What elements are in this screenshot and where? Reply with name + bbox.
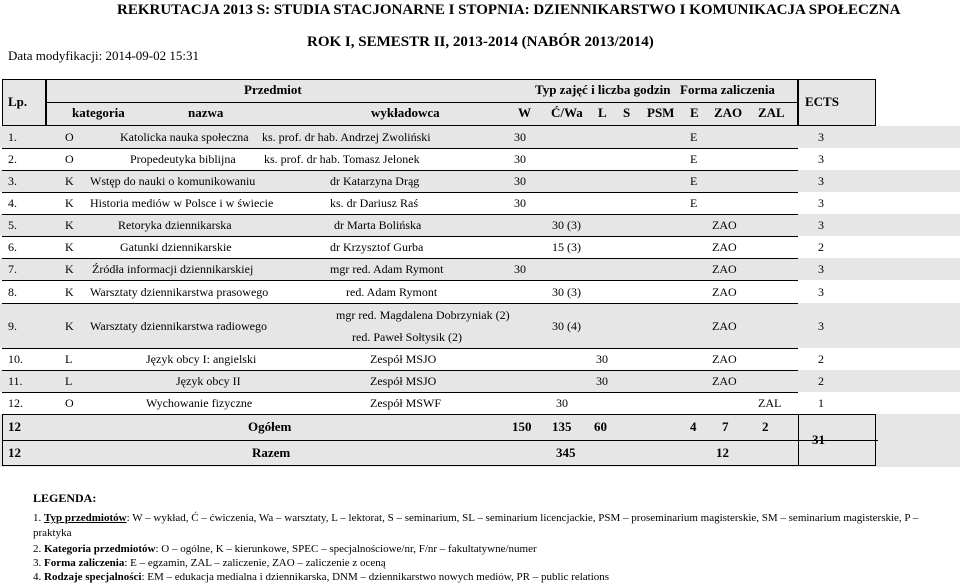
- row-6-hours: 15 (3): [552, 240, 581, 254]
- s-header: S: [623, 105, 631, 120]
- typ-zajec-header: Typ zajęć i liczba godzin: [535, 82, 671, 97]
- row-10-nazwa: Język obcy I: angielski: [146, 352, 257, 366]
- row-12-nazwa: Wychowanie fizyczne: [146, 396, 253, 410]
- row-3-forma: E: [690, 174, 698, 188]
- row-4-hours: 30: [514, 196, 526, 210]
- row-4-nazwa: Historia mediów w Polsce i w świecie: [90, 196, 274, 210]
- psm-header: PSM: [647, 105, 675, 120]
- row-11-ects: 2: [818, 374, 824, 388]
- row-6-nazwa: Gatunki dziennikarskie: [120, 240, 232, 254]
- row-6-kategoria: K: [65, 240, 74, 254]
- row-6-lp: 6.: [8, 240, 17, 254]
- przedmiot-header: Przedmiot: [244, 82, 302, 97]
- row-9-wykladowca-2: red. Paweł Sołtysik (2): [352, 330, 462, 344]
- row-10-forma: ZAO: [712, 352, 737, 366]
- row-1-hours: 30: [514, 130, 526, 144]
- ogolem-cwa: 135: [552, 419, 572, 434]
- row-8-nazwa: Warsztaty dziennikarstwa prasowego: [90, 285, 269, 299]
- row-5-wykladowca: dr Marta Bolińska: [334, 218, 422, 232]
- row-3-wykladowca: dr Katarzyna Drąg: [330, 174, 420, 188]
- ogolem-l: 60: [594, 419, 607, 434]
- row-11-wykladowca: Zespół MSJO: [370, 374, 437, 388]
- row-10-kategoria: L: [65, 352, 73, 366]
- row-11-lp: 11.: [8, 374, 23, 388]
- modification-date: Data modyfikacji: 2014-09-02 15:31: [8, 48, 199, 63]
- row-9-forma: ZAO: [712, 319, 737, 333]
- row-7-lp: 7.: [8, 262, 17, 276]
- row-7-forma: ZAO: [712, 262, 737, 276]
- row-6-forma: ZAO: [712, 240, 737, 254]
- row-8-forma: ZAO: [712, 285, 737, 299]
- ogolem-w: 150: [512, 419, 532, 434]
- row-5-kategoria: K: [65, 218, 74, 232]
- row-2-nazwa: Propedeutyka biblijna: [130, 152, 236, 166]
- row-5-hours: 30 (3): [552, 218, 581, 232]
- ects-total: 31: [812, 432, 825, 447]
- row-8-wykladowca: red. Adam Rymont: [346, 285, 438, 299]
- legend-item-2: 2. Kategoria przedmiotów: O – ogólne, K – kierunkowe, SPEC – specjalnościowe/nr, F/nr – fakultatywne/numer: [33, 543, 537, 555]
- row-4-forma: E: [690, 196, 698, 210]
- row-3-nazwa: Wstęp do nauki o komunikowaniu: [90, 174, 256, 188]
- ogolem-lp: 12: [8, 419, 21, 434]
- razem-lp: 12: [8, 445, 21, 460]
- row-12-hours: 30: [556, 396, 568, 410]
- row-11-hours: 30: [596, 374, 608, 388]
- row-5-lp: 5.: [8, 218, 17, 232]
- row-2-ects: 3: [818, 152, 824, 166]
- page-title: REKRUTACJA 2013 S: STUDIA STACJONARNE I STOPNIA: DZIENNIKARSTWO I KOMUNIKACJA SPOŁECZNA: [117, 2, 901, 18]
- row-9-lp: 9.: [8, 319, 17, 333]
- row-2-lp: 2.: [8, 152, 17, 166]
- ogolem-label: Ogółem: [248, 419, 292, 434]
- kategoria-header: kategoria: [72, 105, 125, 120]
- row-3-kategoria: K: [65, 174, 74, 188]
- row-2-forma: E: [690, 152, 698, 166]
- w-header: W: [518, 105, 531, 120]
- row-12-wykladowca: Zespół MSWF: [370, 396, 442, 410]
- row-1-ects: 3: [818, 130, 824, 144]
- row-11-nazwa: Język obcy II: [176, 374, 241, 388]
- row-1-lp: 1.: [8, 130, 17, 144]
- row-9-ects: 3: [818, 319, 824, 333]
- cwa-header: Ć/Wa: [551, 105, 583, 120]
- page-subtitle: ROK I, SEMESTR II, 2013-2014 (NABÓR 2013/2014): [307, 34, 654, 50]
- row-3-hours: 30: [514, 174, 526, 188]
- wykladowca-header: wykładowca: [371, 105, 440, 120]
- zao-header: ZAO: [714, 105, 743, 120]
- row-7-nazwa: Źródła informacji dziennikarskiej: [92, 262, 254, 276]
- row-10-hours: 30: [596, 352, 608, 366]
- row-8-ects: 3: [818, 285, 824, 299]
- row-1-wykladowca: ks. prof. dr hab. Andrzej Zwoliński: [262, 130, 431, 144]
- row-9-kategoria: K: [65, 319, 74, 333]
- row-10-ects: 2: [818, 352, 824, 366]
- e-header: E: [690, 105, 699, 120]
- row-3-lp: 3.: [8, 174, 17, 188]
- legend-item-4: 4. Rodzaje specjalności: EM – edukacja medialna i dziennikarska, DNM – dziennikarstwo nowych mediów, PR – public relations: [33, 571, 610, 583]
- forma-zaliczenia-header: Forma zaliczenia: [680, 82, 775, 97]
- row-5-nazwa: Retoryka dziennikarska: [118, 218, 232, 232]
- row-2-hours: 30: [514, 152, 526, 166]
- row-11-forma: ZAO: [712, 374, 737, 388]
- row-7-ects: 3: [818, 262, 824, 276]
- row-10-lp: 10.: [8, 352, 23, 366]
- l-header: L: [598, 105, 607, 120]
- row-3-ects: 3: [818, 174, 824, 188]
- row-2-kategoria: O: [65, 152, 74, 166]
- row-4-kategoria: K: [65, 196, 74, 210]
- row-1-kategoria: O: [65, 130, 74, 144]
- row-8-kategoria: K: [65, 285, 74, 299]
- zal-header: ZAL: [758, 105, 785, 120]
- row-7-wykladowca: mgr red. Adam Rymont: [330, 262, 444, 276]
- row-4-wykladowca: ks. dr Dariusz Raś: [330, 196, 418, 210]
- ogolem-zao: 7: [722, 419, 729, 434]
- ects-header: ECTS: [805, 94, 839, 109]
- row-5-ects: 3: [818, 218, 824, 232]
- row-6-wykladowca: dr Krzysztof Gurba: [330, 240, 424, 254]
- row-2-wykladowca: ks. prof. dr hab. Tomasz Jelonek: [264, 152, 420, 166]
- row-12-ects: 1: [818, 396, 824, 410]
- legend-item-1: 1. Typ przedmiotów: W – wykład, Ć – ćwiczenia, Wa – warsztaty, L – lektorat, S – seminarium, SL – seminarium licencjackie, PSM – proseminarium magisterskie, SM – seminarium magisterskie, P – praktyka: [33, 512, 919, 539]
- row-7-kategoria: K: [65, 262, 74, 276]
- razem-total: 345: [556, 445, 576, 460]
- ogolem-zal: 2: [762, 419, 769, 434]
- row-9-nazwa: Warsztaty dziennikarstwa radiowego: [90, 319, 267, 333]
- row-7-hours: 30: [514, 262, 526, 276]
- razem-forms: 12: [716, 445, 729, 460]
- razem-label: Razem: [252, 445, 291, 460]
- row-12-lp: 12.: [8, 396, 23, 410]
- row-8-lp: 8.: [8, 285, 17, 299]
- row-9-hours: 30 (4): [552, 319, 581, 333]
- row-6-ects: 2: [818, 240, 824, 254]
- row-10-wykladowca: Zespół MSJO: [370, 352, 437, 366]
- row-12-kategoria: O: [65, 396, 74, 410]
- nazwa-header: nazwa: [188, 105, 224, 120]
- row-5-forma: ZAO: [712, 218, 737, 232]
- row-9-wykladowca-1: mgr red. Magdalena Dobrzyniak (2): [336, 308, 510, 322]
- row-4-lp: 4.: [8, 196, 17, 210]
- lp-header: Lp.: [8, 94, 28, 109]
- row-4-ects: 3: [818, 196, 824, 210]
- legend-title: LEGENDA:: [33, 491, 97, 505]
- row-12-forma: ZAL: [758, 396, 782, 410]
- row-1-nazwa: Katolicka nauka społeczna: [120, 130, 249, 144]
- ogolem-e: 4: [690, 419, 697, 434]
- row-8-hours: 30 (3): [552, 285, 581, 299]
- row-11-kategoria: L: [65, 374, 73, 388]
- legend-item-3: 3. Forma zaliczenia: E – egzamin, ZAL – zaliczenie, ZAO – zaliczenie z oceną: [33, 557, 386, 569]
- row-1-forma: E: [690, 130, 698, 144]
